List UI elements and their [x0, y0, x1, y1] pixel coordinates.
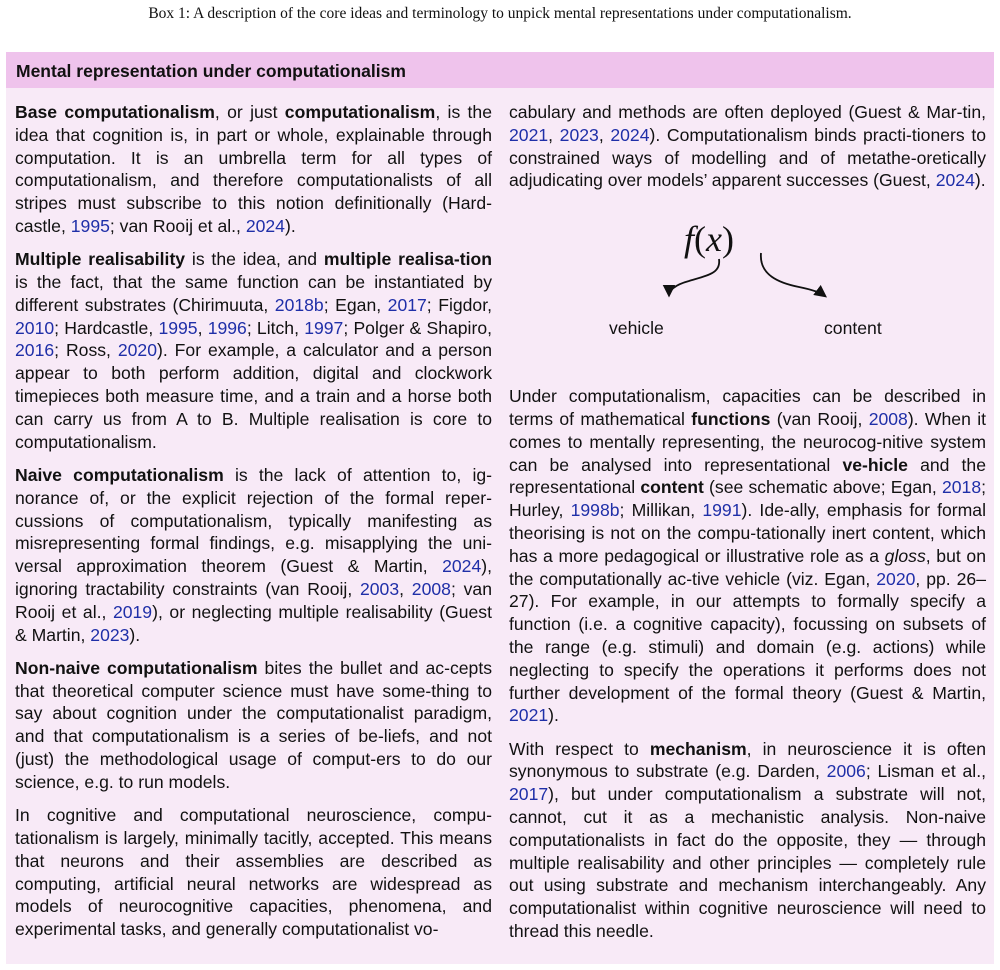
term-computationalism: computationalism [284, 102, 436, 122]
text-span: ). [974, 170, 986, 191]
text-span: ). Computationalism binds practi-tioners to constrained ways of modelling and of metathe-oretically adjudicating over models’ apparent successes (Guest, [509, 124, 987, 191]
citation-link[interactable]: 2016 [15, 340, 55, 361]
term-vehicle: ve-hicle [842, 454, 908, 475]
text-span: ; Litch, [246, 317, 305, 338]
text-span: , pp. 26–27). For example, in our attempts to formally specify a function (i.e. a cognitive capacity), focussing on subsets of the range (e.g. stimuli) and domain (e.g. actions) while neglecting to specify the operations it performs does not further development of the formal theory (Guest & Martin, [509, 568, 986, 703]
text-span: and the representational [509, 454, 986, 498]
citation-link[interactable]: 2008 [868, 408, 908, 429]
label-content: content [824, 317, 882, 338]
text-span: , but on the computationally ac-tive vehicle (viz. Egan, [509, 545, 986, 589]
citation-link[interactable]: 2023 [90, 624, 130, 645]
citation-link[interactable]: 2021 [509, 124, 549, 145]
citation-link[interactable]: 2024 [935, 170, 975, 191]
text-span: ; Polger & Shapiro, [343, 317, 492, 338]
text-span: , in neuroscience it is often synonymous to substrate (e.g. Darden, [509, 738, 986, 782]
citation-link[interactable]: 1995 [158, 317, 198, 338]
label-vehicle: vehicle [609, 317, 664, 338]
text-span: ; Hurley, [509, 477, 986, 521]
citation-link[interactable]: 1996 [207, 317, 247, 338]
paragraph-non-naive-computationalism [15, 657, 492, 794]
function-symbol: f [684, 218, 695, 259]
text-span: ), ignoring tractability constraints (van Rooij, [15, 556, 492, 599]
term-functions: functions [691, 408, 771, 429]
citation-link[interactable]: 1995 [70, 215, 110, 236]
text-span: ; Ross, [54, 340, 118, 361]
paragraph-naive-computationalism [15, 464, 492, 646]
citation-link[interactable]: 2017 [509, 784, 549, 805]
paragraph-functions [509, 385, 986, 727]
citation-link[interactable]: 1991 [702, 500, 742, 521]
right-column [509, 101, 986, 953]
paragraph-base-computationalism [15, 101, 492, 238]
text-span: is the idea, and [185, 249, 324, 270]
argument-symbol: x [706, 218, 722, 259]
left-column [15, 101, 492, 951]
text-span: Under computationalism, capacities can be described in terms of mathematical [509, 386, 986, 429]
citation-link[interactable]: 2010 [15, 317, 55, 338]
text-span: bites the bullet and ac-cepts that theoretical computer science must have some-thing to say about cognition under the computationalist paradigm, and that computationalism is a series of be-liefs, and not (just) the methodological usage of comput-ers to do our science, e.g. to run models. [15, 657, 493, 792]
text-span: , [197, 317, 208, 338]
text-span: ; Egan, [323, 294, 388, 315]
citation-link[interactable]: 1998b [570, 500, 620, 521]
citation-link[interactable]: 1997 [304, 317, 344, 338]
term-naive-computationalism: Naive computationalism [15, 464, 224, 485]
arrow-to-content [761, 253, 825, 296]
citation-link[interactable]: 2017 [387, 294, 427, 315]
text-span: ). [548, 705, 559, 726]
box-caption: Box 1: A description of the core ideas and terminology to unpick mental representations under computationalism. [148, 5, 852, 22]
text-span: ; van Rooij et al., [109, 215, 246, 236]
citation-link[interactable]: 2008 [411, 578, 451, 599]
citation-link[interactable]: 2003 [359, 578, 400, 599]
schematic-arrows [509, 203, 986, 375]
citation-link[interactable]: 2021 [509, 705, 549, 726]
text-span: ; Hardcastle, [54, 317, 159, 338]
text-span: , [598, 124, 611, 145]
close-paren: ) [722, 218, 734, 259]
function-schematic [509, 203, 986, 375]
term-multiple-realisation: multiple realisa-tion [323, 249, 492, 270]
citation-link[interactable]: 2018b [274, 294, 324, 315]
term-mechanism: mechanism [649, 738, 747, 759]
text-span: ). When it comes to mentally representing, the neurocog-nitive system can be analysed into representational [509, 408, 987, 475]
term-non-naive-computationalism: Non-naive computationalism [15, 657, 258, 678]
text-span: ). Ide-ally, emphasis for formal theorising is not on the compu-tationally inert content, which has a more pedagogical or illustrative role as a [509, 500, 986, 566]
text-span: , is the idea that cognition is, in part or whole, explainable through computation. It is an umbrella term for all types of computationalism, and therefore computationalists of all stripes must subscribe to this notion definitionally (Hard-castle, [15, 102, 493, 236]
text-span: ; Lisman et al., [865, 761, 986, 782]
paragraph-neuroscience [15, 804, 492, 941]
text-span: is the lack of attention to, ig-norance of, or the explicit rejection of the formal reper-cussions of computationalism, typically manifesting as misrepresenting formal findings, e.g. misapplying the uni-versal approximation theorem (Guest & Martin, [15, 464, 492, 577]
term-multiple-realisability: Multiple realisability [15, 249, 186, 270]
text-span: ). For example, a calculator and a person appear to both perform addition, digital and clockwork timepieces both measure time, and a train and a horse both can carry us from A to B. Multiple realisation is core to computationalism. [15, 340, 493, 452]
text-span: ; Millikan, [619, 500, 703, 521]
citation-link[interactable]: 2024 [245, 215, 285, 236]
term-content: content [640, 477, 704, 498]
citation-link[interactable]: 2020 [876, 568, 916, 589]
citation-link[interactable]: 2020 [117, 340, 157, 361]
text-span: cabulary and methods are often deployed (Guest & Mar-tin, [509, 102, 986, 122]
citation-link[interactable]: 2018 [941, 477, 982, 498]
text-span: , [548, 124, 560, 145]
text-span: ; van Rooij et al., [15, 578, 492, 622]
text-span: (van Rooij, [770, 408, 869, 429]
box-header [6, 52, 994, 88]
text-span: ). [129, 624, 141, 645]
term-gloss: gloss [884, 545, 926, 566]
text-span: ), or neglecting multiple realisability (Guest & Martin, [15, 601, 492, 645]
citation-link[interactable]: 2019 [112, 601, 153, 622]
text-span: , [399, 578, 412, 599]
text-span: is the fact, that the same function can be instantiated by different substrates (Chirimuuta, [15, 272, 492, 315]
paragraph-multiple-realisability [15, 248, 492, 453]
text-span: ), but under computationalism a substrate will not, cannot, cut it as a mechanistic analysis. Non-naive computationalists in fact do the opposite, they — through multiple realisability and other principles — completely rule out using substrate and mechanism interchangeably. Any computationalist within cognitive neuroscience will need to thread this needle. [509, 784, 986, 942]
text-span: ; Figdor, [426, 294, 492, 315]
text-span: , or just [214, 102, 285, 122]
arrow-to-vehicle [669, 259, 719, 295]
text-span: With respect to [509, 738, 650, 759]
paragraph-mechanism [509, 738, 986, 943]
text-span: In cognitive and computational neuroscience, compu-tationalism is largely, minimally tacitly, accepted. This means that neurons and their assemblies are described as computing, artificial neural networks are widespread as models of neurocognitive capacities, phenomena, and experimental tasks, and generally computationalist vo- [15, 805, 492, 940]
citation-link[interactable]: 2023 [559, 124, 599, 145]
citation-link[interactable]: 2024 [442, 556, 482, 577]
text-span: (see schematic above; Egan, [703, 477, 942, 498]
box-title: Mental representation under computationalism [16, 61, 406, 81]
open-paren: ( [694, 218, 707, 259]
paragraph-continued [509, 101, 986, 192]
text-box [6, 52, 994, 964]
citation-link[interactable]: 2024 [610, 124, 650, 145]
term-base-computationalism: Base computationalism [15, 102, 215, 122]
citation-link[interactable]: 2006 [826, 761, 866, 782]
text-span: ). [284, 215, 296, 236]
